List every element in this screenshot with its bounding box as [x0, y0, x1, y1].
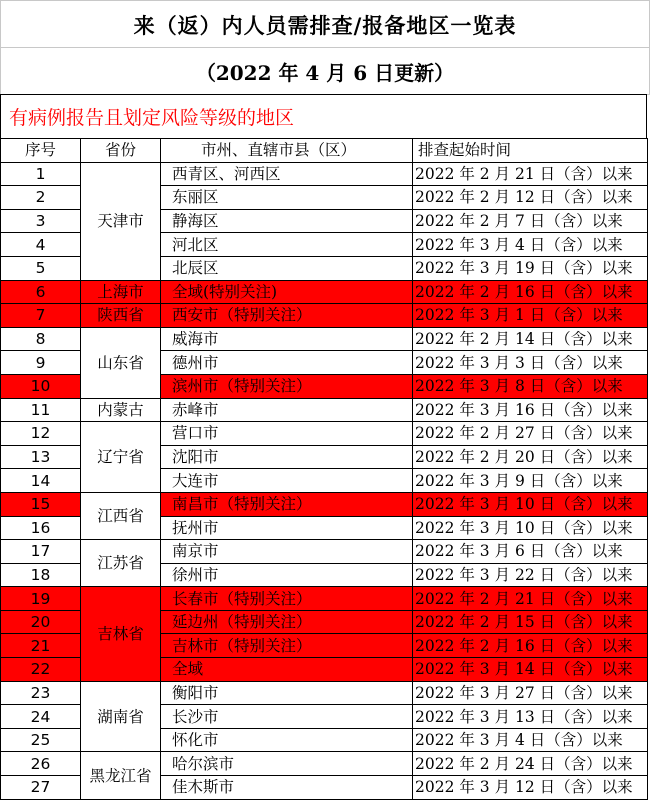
city-cell: 大连市 — [161, 469, 413, 493]
row-number: 26 — [1, 752, 81, 776]
section-title: 有病例报告且划定风险等级的地区 — [0, 94, 647, 138]
row-number: 11 — [1, 398, 81, 422]
row-number: 14 — [1, 469, 81, 493]
province-cell: 江西省 — [81, 492, 161, 539]
city-cell: 全域(特别关注) — [161, 280, 413, 304]
start-time-cell: 2022 年 3 月 4 日（含）以来 — [413, 728, 648, 752]
city-cell: 河北区 — [161, 233, 413, 257]
row-number: 18 — [1, 563, 81, 587]
city-cell: 抚州市 — [161, 516, 413, 540]
city-cell: 西青区、河西区 — [161, 162, 413, 186]
city-cell: 滨州市（特别关注） — [161, 374, 413, 398]
table-header-row — [1, 139, 648, 163]
row-number: 12 — [1, 422, 81, 446]
city-cell: 北辰区 — [161, 256, 413, 280]
start-time-cell: 2022 年 2 月 20 日（含）以来 — [413, 445, 648, 469]
city-cell: 全域 — [161, 658, 413, 682]
city-cell: 南昌市（特别关注） — [161, 492, 413, 516]
start-time-cell: 2022 年 2 月 27 日（含）以来 — [413, 422, 648, 446]
start-time-cell: 2022 年 3 月 10 日（含）以来 — [413, 492, 648, 516]
start-time-cell: 2022 年 3 月 9 日（含）以来 — [413, 469, 648, 493]
start-time-cell: 2022 年 3 月 22 日（含）以来 — [413, 563, 648, 587]
update-date: （2022 年 4 月 6 日更新） — [0, 47, 650, 95]
province-cell: 内蒙古 — [81, 398, 161, 422]
row-number: 3 — [1, 209, 81, 233]
start-time-cell: 2022 年 2 月 15 日（含）以来 — [413, 610, 648, 634]
row-number: 16 — [1, 516, 81, 540]
city-cell: 西安市（特别关注） — [161, 304, 413, 328]
row-number: 2 — [1, 186, 81, 210]
row-number: 6 — [1, 280, 81, 304]
province-cell: 山东省 — [81, 327, 161, 398]
table-row — [1, 280, 648, 304]
table-row — [1, 681, 648, 705]
start-time-cell: 2022 年 2 月 21 日（含）以来 — [413, 587, 648, 611]
start-time-cell: 2022 年 2 月 24 日（含）以来 — [413, 752, 648, 776]
start-time-cell: 2022 年 2 月 7 日（含）以来 — [413, 209, 648, 233]
start-time-cell: 2022 年 3 月 10 日（含）以来 — [413, 516, 648, 540]
row-number: 24 — [1, 705, 81, 729]
row-number: 8 — [1, 327, 81, 351]
province-cell: 上海市 — [81, 280, 161, 304]
start-time-cell: 2022 年 3 月 14 日（含）以来 — [413, 658, 648, 682]
row-number: 15 — [1, 492, 81, 516]
city-cell: 德州市 — [161, 351, 413, 375]
header-city: 市州、直辖市县（区） — [161, 139, 413, 163]
row-number: 13 — [1, 445, 81, 469]
start-time-cell: 2022 年 3 月 8 日（含）以来 — [413, 374, 648, 398]
city-cell: 营口市 — [161, 422, 413, 446]
table-row — [1, 422, 648, 446]
row-number: 19 — [1, 587, 81, 611]
row-number: 22 — [1, 658, 81, 682]
province-cell: 辽宁省 — [81, 422, 161, 493]
start-time-cell: 2022 年 2 月 16 日（含）以来 — [413, 634, 648, 658]
row-number: 5 — [1, 256, 81, 280]
region-table — [0, 138, 648, 800]
row-number: 23 — [1, 681, 81, 705]
city-cell: 延边州（特别关注） — [161, 610, 413, 634]
row-number: 1 — [1, 162, 81, 186]
start-time-cell: 2022 年 3 月 6 日（含）以来 — [413, 540, 648, 564]
city-cell: 静海区 — [161, 209, 413, 233]
row-number: 17 — [1, 540, 81, 564]
header-time: 排查起始时间 — [413, 139, 648, 163]
start-time-cell: 2022 年 3 月 19 日（含）以来 — [413, 256, 648, 280]
row-number: 21 — [1, 634, 81, 658]
province-cell: 陕西省 — [81, 304, 161, 328]
start-time-cell: 2022 年 3 月 4 日（含）以来 — [413, 233, 648, 257]
province-cell: 湖南省 — [81, 681, 161, 752]
start-time-cell: 2022 年 3 月 1 日（含）以来 — [413, 304, 648, 328]
row-number: 20 — [1, 610, 81, 634]
start-time-cell: 2022 年 2 月 14 日（含）以来 — [413, 327, 648, 351]
city-cell: 南京市 — [161, 540, 413, 564]
row-number: 10 — [1, 374, 81, 398]
row-number: 9 — [1, 351, 81, 375]
page-title: 来（返）内人员需排查/报备地区一览表 — [0, 0, 650, 48]
city-cell: 长沙市 — [161, 705, 413, 729]
header-province: 省份 — [81, 139, 161, 163]
start-time-cell: 2022 年 2 月 16 日（含）以来 — [413, 280, 648, 304]
start-time-cell: 2022 年 3 月 16 日（含）以来 — [413, 398, 648, 422]
city-cell: 长春市（特别关注） — [161, 587, 413, 611]
province-cell: 吉林省 — [81, 587, 161, 681]
table-row — [1, 327, 648, 351]
table-row — [1, 752, 648, 776]
row-number: 4 — [1, 233, 81, 257]
row-number: 25 — [1, 728, 81, 752]
table-row — [1, 304, 648, 328]
row-number: 7 — [1, 304, 81, 328]
city-cell: 怀化市 — [161, 728, 413, 752]
city-cell: 徐州市 — [161, 563, 413, 587]
province-cell: 黑龙江省 — [81, 752, 161, 799]
row-number: 27 — [1, 776, 81, 800]
city-cell: 威海市 — [161, 327, 413, 351]
city-cell: 吉林市（特别关注） — [161, 634, 413, 658]
start-time-cell: 2022 年 2 月 12 日（含）以来 — [413, 186, 648, 210]
city-cell: 沈阳市 — [161, 445, 413, 469]
province-cell: 江苏省 — [81, 540, 161, 587]
start-time-cell: 2022 年 3 月 12 日（含）以来 — [413, 776, 648, 800]
city-cell: 衡阳市 — [161, 681, 413, 705]
header-no: 序号 — [1, 139, 81, 163]
table-row — [1, 540, 648, 564]
table-row — [1, 492, 648, 516]
city-cell: 东丽区 — [161, 186, 413, 210]
city-cell: 哈尔滨市 — [161, 752, 413, 776]
start-time-cell: 2022 年 3 月 27 日（含）以来 — [413, 681, 648, 705]
province-cell: 天津市 — [81, 162, 161, 280]
start-time-cell: 2022 年 3 月 3 日（含）以来 — [413, 351, 648, 375]
table-row — [1, 587, 648, 611]
table-row — [1, 162, 648, 186]
city-cell: 赤峰市 — [161, 398, 413, 422]
start-time-cell: 2022 年 2 月 21 日（含）以来 — [413, 162, 648, 186]
table-row — [1, 398, 648, 422]
start-time-cell: 2022 年 3 月 13 日（含）以来 — [413, 705, 648, 729]
city-cell: 佳木斯市 — [161, 776, 413, 800]
